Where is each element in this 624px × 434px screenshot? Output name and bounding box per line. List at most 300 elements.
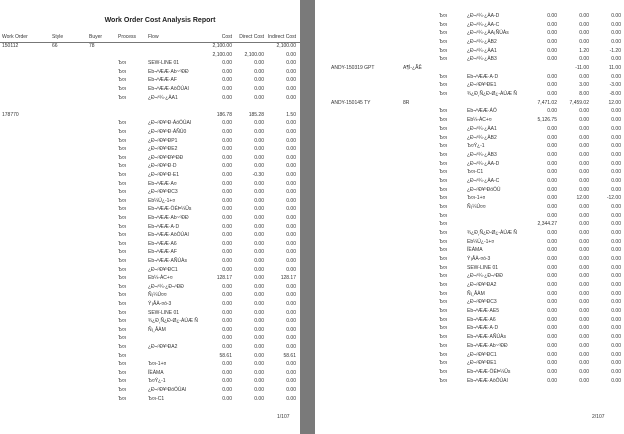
cell-process: Ъ¤ı [118, 301, 127, 307]
cell-direct-cost: 0.00 [579, 342, 589, 349]
cell-cost: 2,100.00 [212, 43, 232, 49]
cell-cost: 0.00 [547, 264, 557, 271]
cell-cost: 0.00 [222, 240, 232, 247]
cell-cost: 0.00 [547, 203, 557, 210]
cell-flow: Ñ¡¼Ú¤¤ [148, 292, 167, 299]
cell-direct-cost: 0.00 [579, 134, 589, 141]
table-row [315, 99, 624, 108]
cell-work-order: ANDY-150319 GPT [331, 65, 375, 72]
cell-flow: ¿Ð¬ºÐ¥ºÐ·E1 [148, 172, 180, 178]
cell-process: Ъ¤ı [118, 292, 127, 299]
cell-process: Ъ¤ı [439, 264, 448, 271]
cell-indirect-cost: 0.00 [286, 309, 296, 316]
cell-process: Ъ¤ı [439, 91, 448, 98]
cell-direct-cost: 0.00 [254, 223, 264, 230]
cell-cost: 0.00 [547, 273, 557, 280]
cell-direct-cost: 0.00 [254, 292, 264, 299]
cell-flow: Eb¬ªÆÆ·Ab~ºÐÐ [148, 68, 189, 75]
cell-indirect-cost: 0.00 [611, 56, 621, 63]
cell-indirect-cost: 0.00 [286, 129, 296, 135]
cell-cost: 0.00 [222, 146, 232, 153]
cell-cost: 0.00 [222, 129, 232, 135]
cell-process: Ъ¤ı [439, 160, 448, 167]
cell-cost: 0.00 [547, 368, 557, 375]
table-row [315, 377, 624, 386]
cell-cost: 58.61 [219, 352, 232, 359]
table-row [315, 81, 624, 90]
table-row [0, 395, 300, 404]
cell-indirect-cost: 0.00 [286, 163, 296, 170]
cell-direct-cost: 0.00 [579, 30, 589, 37]
cell-process: Ъ¤ı [439, 143, 448, 150]
cell-cost: 0.00 [222, 215, 232, 221]
cell-cost: 0.00 [547, 247, 557, 254]
table-row [315, 238, 624, 247]
cell-direct-cost: 0.00 [254, 240, 264, 247]
cell-flow: ¿Ð¬ºÐ¥ºÐC3 [467, 299, 497, 306]
cell-direct-cost: 0.00 [579, 151, 589, 158]
cell-process: Ъ¤ı [439, 117, 448, 124]
table-row [315, 21, 624, 30]
cell-process: Ъ¤ı [118, 240, 127, 247]
table-row [315, 134, 624, 143]
cell-cost: 0.00 [547, 143, 557, 150]
cell-cost: 0.00 [222, 163, 232, 170]
header-buyer: Buyer [89, 34, 103, 40]
cell-cost: 0.00 [547, 39, 557, 46]
cell-flow: ¿Ð¬ª¼·¿Ð¬ºÐÐ [467, 273, 503, 280]
cell-cost: 0.00 [222, 258, 232, 264]
cell-process: Ъ¤ı [118, 77, 127, 84]
cell-direct-cost: 185.28 [248, 111, 264, 118]
cell-flow: ¿Ð¬ºÐ¥ºÐE1 [467, 82, 497, 89]
cell-cost: 0.00 [222, 318, 232, 325]
table-row [315, 246, 624, 255]
cell-direct-cost: 0.00 [579, 368, 589, 375]
cell-direct-cost: 0.00 [254, 266, 264, 273]
cell-cost: 0.00 [547, 256, 557, 263]
cell-cost: 0.00 [547, 351, 557, 358]
cell-flow: Eb¬ªÆÆ·A6 [467, 316, 496, 323]
cell-flow: Ñ¡¸ÂÀM [467, 290, 485, 297]
cell-direct-cost: 0.00 [254, 301, 264, 307]
cell-indirect-cost: 0.00 [611, 143, 621, 150]
cell-direct-cost: 0.00 [254, 215, 264, 221]
header-direct-cost: Direct Cost [239, 34, 264, 40]
cell-direct-cost: 2,100.00 [244, 51, 264, 58]
cell-direct-cost: 0.00 [579, 290, 589, 297]
cell-indirect-cost: 0.00 [286, 258, 296, 264]
cell-direct-cost: 0.00 [579, 316, 589, 323]
cell-indirect-cost: 0.00 [611, 273, 621, 280]
cell-cost: 0.00 [547, 56, 557, 63]
cell-direct-cost: 0.00 [254, 275, 264, 282]
cell-flow: Ý¡ÅÀ-¤ó-3 [467, 256, 491, 263]
cell-indirect-cost: 0.00 [611, 21, 621, 28]
cell-indirect-cost: 0.00 [286, 301, 296, 307]
table-row [315, 333, 624, 342]
cell-process: Ъ¤ı [439, 195, 448, 202]
cell-flow: ÏÈÀMA [148, 369, 164, 376]
table-row [315, 203, 624, 212]
cell-flow: ¿Ð¬ºÐ¥ºÐöÓÚ [467, 186, 501, 193]
cell-flow: Ъ¤Ý¿-1 [467, 143, 485, 150]
cell-indirect-cost: 0.00 [286, 197, 296, 204]
cell-indirect-cost: 0.00 [611, 134, 621, 141]
cell-indirect-cost: 0.00 [611, 316, 621, 323]
cell-cost: 0.00 [222, 266, 232, 273]
cell-direct-cost: 0.00 [254, 283, 264, 290]
cell-process: Ъ¤ı [118, 249, 127, 256]
cell-process: Ъ¤ı [118, 206, 127, 213]
table-row [315, 107, 624, 116]
cell-flow: Eb¬ªÆÆ·AE5 [467, 308, 500, 315]
cell-cost: 0.00 [547, 151, 557, 158]
cell-indirect-cost: 0.00 [286, 120, 296, 127]
cell-indirect-cost: -1.20 [609, 47, 621, 54]
cell-flow: Ъ¤ı-C1 [467, 169, 484, 176]
cell-process: Ъ¤ı [439, 238, 448, 245]
cell-direct-cost: -11.00 [575, 65, 589, 72]
cell-flow: Eb¼Ú¿-1+¤ [148, 197, 176, 204]
cell-direct-cost: 0.00 [579, 238, 589, 245]
cell-direct-cost: 0.00 [579, 256, 589, 263]
cell-flow: Eb¬ªÆÆ·AÑÚÀs [467, 334, 506, 341]
cell-cost: 0.00 [547, 73, 557, 80]
cell-indirect-cost: 0.00 [286, 180, 296, 187]
cell-indirect-cost: 0.00 [611, 342, 621, 349]
cell-indirect-cost: 0.00 [286, 94, 296, 101]
cell-cost: 0.00 [547, 186, 557, 193]
cell-process: Ъ¤ı [439, 351, 448, 358]
cell-cost: 0.00 [547, 134, 557, 141]
cell-cost: 0.00 [222, 232, 232, 239]
table-row [315, 359, 624, 368]
cell-indirect-cost: 58.61 [283, 352, 296, 359]
cell-process: Ъ¤ı [439, 221, 448, 228]
cell-flow: Ñ¡¼Ú¤¤ [467, 203, 486, 210]
cell-indirect-cost: 0.00 [611, 368, 621, 375]
cell-direct-cost: 0.00 [579, 299, 589, 306]
cell-indirect-cost: 0.00 [286, 387, 296, 393]
cell-cost: 0.00 [547, 238, 557, 245]
cell-direct-cost: 0.00 [254, 146, 264, 153]
cell-flow: ¿Ð¬ª¼·¿ÀA-D [467, 160, 500, 167]
cell-direct-cost: 0.00 [254, 120, 264, 127]
cell-process: Ъ¤ı [439, 39, 448, 46]
cell-direct-cost: 0.00 [579, 39, 589, 46]
cell-process: Ъ¤ı [118, 326, 127, 333]
cell-process: Ъ¤ı [118, 266, 127, 273]
cell-direct-cost: 0.00 [579, 160, 589, 167]
table-row [315, 186, 624, 195]
cell-cost: 0.00 [222, 137, 232, 144]
cell-direct-cost: 0.00 [579, 73, 589, 80]
cell-indirect-cost: 0.00 [286, 361, 296, 368]
cell-indirect-cost: 128.17 [280, 275, 296, 282]
cell-indirect-cost: 0.00 [286, 86, 296, 92]
table-row [315, 168, 624, 177]
cell-direct-cost: 0.00 [254, 154, 264, 161]
cell-direct-cost: 0.00 [579, 377, 589, 384]
cell-process: Ъ¤ı [118, 137, 127, 144]
cell-indirect-cost: 0.00 [611, 13, 621, 19]
cell-flow: Ñ¡¸ÂÀM [148, 326, 166, 333]
cell-flow: Eb¬ªÆÆ·AöÓÚAI [148, 86, 189, 92]
cell-indirect-cost: 0.00 [286, 378, 296, 385]
cell-process: Ъ¤ı [439, 169, 448, 176]
cell-indirect-cost: 0.00 [611, 169, 621, 176]
cell-indirect-cost: -8.00 [609, 91, 621, 98]
cell-direct-cost: 0.00 [579, 21, 589, 28]
cell-process: Ъ¤ı [118, 60, 127, 67]
cell-direct-cost: 0.00 [254, 68, 264, 75]
cell-cost: 0.00 [547, 299, 557, 306]
table-row [315, 281, 624, 290]
cell-work-order: 150112 [2, 43, 19, 49]
cell-indirect-cost: 0.00 [611, 299, 621, 306]
cell-direct-cost: 0.00 [579, 334, 589, 341]
cell-flow: Eb¬ªÆÆ·ÖÉÞ¼Ûs [148, 206, 192, 213]
cell-flow: Ъ¤ı-1+¤ [467, 195, 486, 202]
cell-flow: ¿Ð¬ª¼·¿ÀA-C [467, 177, 500, 184]
cell-flow: ¿Ð¬ºÐ¥ºÐA2 [467, 282, 497, 289]
cell-process: Ъ¤ı [118, 172, 127, 178]
table-row [315, 142, 624, 151]
cell-indirect-cost: 0.00 [286, 68, 296, 75]
cell-cost: 0.00 [222, 387, 232, 393]
cell-direct-cost: 0.00 [254, 335, 264, 342]
cell-work-order: 178770 [2, 111, 19, 118]
cell-indirect-cost: 0.00 [611, 264, 621, 271]
cell-direct-cost: 0.00 [254, 318, 264, 325]
cell-cost: 0.00 [547, 360, 557, 367]
cell-flow: ¿Ð¬ºÐ¥ºÐP1 [148, 137, 178, 144]
cell-indirect-cost: 1.50 [286, 111, 296, 118]
cell-process: Ъ¤ı [439, 247, 448, 254]
cell-process: Ъ¤ı [118, 318, 127, 325]
cell-cost: 0.00 [222, 86, 232, 92]
cell-flow: Eb¬ªÆÆ·AF [148, 77, 177, 84]
cell-flow: Eb¼-ÀC+¤ [467, 117, 492, 124]
table-row [315, 55, 624, 64]
cell-process: Ъ¤ı [439, 360, 448, 367]
cell-process: Ъ¤ı [118, 180, 127, 187]
cell-process: Ъ¤ı [439, 56, 448, 63]
cell-cost: 0.00 [222, 283, 232, 290]
cell-cost: 0.00 [547, 160, 557, 167]
cell-flow: ¾¿Ð¸Ñ¿Ð-Ø¿-ÀÚÆ Ñ [148, 318, 198, 325]
cell-direct-cost: 0.00 [579, 325, 589, 332]
cell-indirect-cost: 0.00 [286, 60, 296, 67]
cell-indirect-cost: 0.00 [286, 266, 296, 273]
table-row [315, 90, 624, 99]
cell-flow: ¿Ð¬ºÐ¥ºÐ·ÁÑÚ0 [148, 129, 187, 135]
cell-process: Ъ¤ı [439, 186, 448, 193]
cell-indirect-cost: 0.00 [611, 247, 621, 254]
cell-indirect-cost: 0.00 [611, 212, 621, 219]
cell-flow: Eb¬ªÆÆ·A6 [148, 240, 177, 247]
cell-style: A¶Ì-¿ÃÊ [403, 65, 422, 72]
cell-flow: Eb¼Ú¿-1+¤ [467, 238, 495, 245]
cell-indirect-cost: 0.00 [286, 223, 296, 230]
cell-flow: ¾¿Ð¸Ñ¿Ð-Ø¿-ÀÚÆ Ñ [467, 91, 517, 98]
table-row [315, 351, 624, 360]
table-row [315, 316, 624, 325]
cell-cost: 5,126.75 [537, 117, 557, 124]
cell-cost: 0.00 [547, 230, 557, 236]
cell-direct-cost: 0.00 [254, 189, 264, 196]
cell-flow: Eb¬ªÆÆ·AÑÚÀs [148, 258, 187, 264]
cell-cost: 2,344.27 [537, 221, 557, 228]
cell-process: Ъ¤ı [439, 290, 448, 297]
cell-cost: 2,100.00 [212, 51, 232, 58]
cell-process: Ъ¤ı [439, 325, 448, 332]
cell-flow: ¿Ð¬ª¼·¿ÀA-C [467, 21, 500, 28]
cell-flow: ¿Ð¬ª¼·¿ÀA1 [148, 94, 178, 101]
cell-process: Ъ¤ı [439, 21, 448, 28]
cell-flow: ¿Ð¬ºÐ¥ºÐ·ÁöÓÚAI [148, 120, 192, 127]
cell-direct-cost: 0.00 [579, 264, 589, 271]
cell-cost: 0.00 [222, 344, 232, 350]
cell-process: Ъ¤ı [118, 189, 127, 196]
cell-flow: SEW-LINE 01 [148, 60, 180, 67]
cell-process: Ъ¤ı [439, 73, 448, 80]
cell-indirect-cost: 0.00 [611, 238, 621, 245]
cell-flow: ¿Ð¬ª¼·¿ÀA1 [467, 47, 497, 54]
cell-cost: 128.17 [216, 275, 232, 282]
cell-process: Ъ¤ı [118, 335, 127, 342]
cell-process: Ъ¤ı [118, 369, 127, 376]
table-row [315, 12, 624, 21]
table-row [315, 212, 624, 221]
cell-flow: ÏÈÀMA [467, 247, 483, 254]
cell-flow: Eb¬ªÆÆ·AöÓÚAI [467, 377, 508, 384]
cell-cost: 0.00 [547, 21, 557, 28]
table-row [315, 125, 624, 134]
cell-process: Ъ¤ı [118, 215, 127, 221]
cell-process: Ъ¤ı [118, 68, 127, 75]
cell-process: Ъ¤ı [118, 344, 127, 350]
cell-indirect-cost: 0.00 [611, 160, 621, 167]
cell-process: Ъ¤ı [118, 283, 127, 290]
cell-process: Ъ¤ı [439, 203, 448, 210]
cell-indirect-cost: 0.00 [286, 137, 296, 144]
cell-process: Ъ¤ı [439, 108, 448, 115]
cell-style: 66 [52, 43, 58, 49]
cell-indirect-cost: 0.00 [286, 215, 296, 221]
cell-indirect-cost: 0.00 [286, 318, 296, 325]
cell-direct-cost: 0.00 [254, 129, 264, 135]
cell-direct-cost: 0.00 [579, 177, 589, 184]
cell-process: Ъ¤ı [118, 309, 127, 316]
cell-flow: Eb¬ªÆÆ·ÁÖ [467, 108, 497, 115]
cell-indirect-cost: 0.00 [611, 186, 621, 193]
cell-flow: ¿Ð¬ºÐ¥ºÐ¥ºÐÐ [148, 154, 184, 161]
cell-indirect-cost: 0.00 [611, 325, 621, 332]
cell-process: Ъ¤ı [118, 258, 127, 264]
cell-flow: ¿Ð¬ºÐ¥ºÐE2 [148, 146, 178, 153]
cell-process: Ъ¤ı [118, 352, 127, 359]
cell-indirect-cost: 0.00 [286, 326, 296, 333]
cell-indirect-cost: 0.00 [286, 232, 296, 239]
cell-indirect-cost: 0.00 [611, 290, 621, 297]
cell-cost: 0.00 [222, 180, 232, 187]
cell-process: Ъ¤ı [439, 212, 448, 219]
table-row [315, 160, 624, 169]
cell-direct-cost: 0.00 [579, 351, 589, 358]
cell-process: Ъ¤ı [118, 120, 127, 127]
cell-direct-cost: 0.00 [254, 94, 264, 101]
cell-direct-cost: 0.00 [579, 273, 589, 280]
cell-cost: 0.00 [547, 308, 557, 315]
cell-cost: 0.00 [222, 369, 232, 376]
cell-indirect-cost: 0.00 [611, 177, 621, 184]
cell-indirect-cost: 0.00 [611, 360, 621, 367]
cell-process: Ъ¤ı [118, 232, 127, 239]
cell-indirect-cost: 0.00 [611, 30, 621, 37]
cell-process: Ъ¤ı [439, 82, 448, 89]
cell-indirect-cost: 0.00 [611, 39, 621, 46]
cell-direct-cost: 0.00 [579, 230, 589, 236]
cell-cost: 0.00 [547, 195, 557, 202]
cell-process: Ъ¤ı [439, 299, 448, 306]
cell-direct-cost: -0.30 [252, 172, 264, 178]
cell-cost: 0.00 [547, 125, 557, 132]
cell-cost: 0.00 [222, 292, 232, 299]
cell-indirect-cost: 0.00 [286, 240, 296, 247]
cell-cost: 0.00 [222, 154, 232, 161]
table-row [315, 255, 624, 264]
cell-cost: 0.00 [222, 77, 232, 84]
cell-indirect-cost: 0.00 [286, 249, 296, 256]
cell-flow: ¿Ð¬ª¼·¿Ð¬ºÐÐ [148, 283, 184, 290]
cell-indirect-cost: 0.00 [611, 73, 621, 80]
cell-indirect-cost: 2,100.00 [276, 43, 296, 49]
header-flow: Flow [148, 34, 159, 40]
cell-cost: 0.00 [222, 249, 232, 256]
cell-cost: 0.00 [547, 91, 557, 98]
cell-cost: 0.00 [547, 47, 557, 54]
cell-process: Ъ¤ı [118, 361, 127, 368]
cell-process: Ъ¤ı [118, 395, 127, 402]
header-cost: Cost [221, 34, 232, 40]
cell-indirect-cost: 0.00 [611, 221, 621, 228]
cell-direct-cost: 12.00 [576, 195, 589, 202]
cell-flow: ¿Ð¬ºÐ¥ºÐE1 [467, 360, 497, 367]
page-number: 1/107 [277, 414, 290, 420]
cell-direct-cost: 0.00 [254, 232, 264, 239]
report-title: Work Order Cost Analysis Report [104, 17, 216, 24]
cell-flow: Eb¬ªÆÆ·ÖÉÞ¼Ûs [467, 368, 511, 375]
cell-buyer: 78 [89, 43, 95, 49]
cell-direct-cost: 0.00 [579, 308, 589, 315]
cell-indirect-cost: 0.00 [611, 151, 621, 158]
cell-process: Ъ¤ı [439, 308, 448, 315]
cell-direct-cost: 0.00 [579, 143, 589, 150]
cell-direct-cost: 0.00 [579, 212, 589, 219]
table-row [315, 47, 624, 56]
cell-cost: 0.00 [547, 30, 557, 37]
cell-direct-cost: 0.00 [254, 163, 264, 170]
cell-cost: 0.00 [547, 334, 557, 341]
cell-cost: 0.00 [222, 301, 232, 307]
cell-cost: 0.00 [547, 342, 557, 349]
cell-cost: 0.00 [222, 120, 232, 127]
table-row [315, 264, 624, 273]
cell-direct-cost: 0.00 [254, 180, 264, 187]
cell-process: Ъ¤ı [439, 47, 448, 54]
